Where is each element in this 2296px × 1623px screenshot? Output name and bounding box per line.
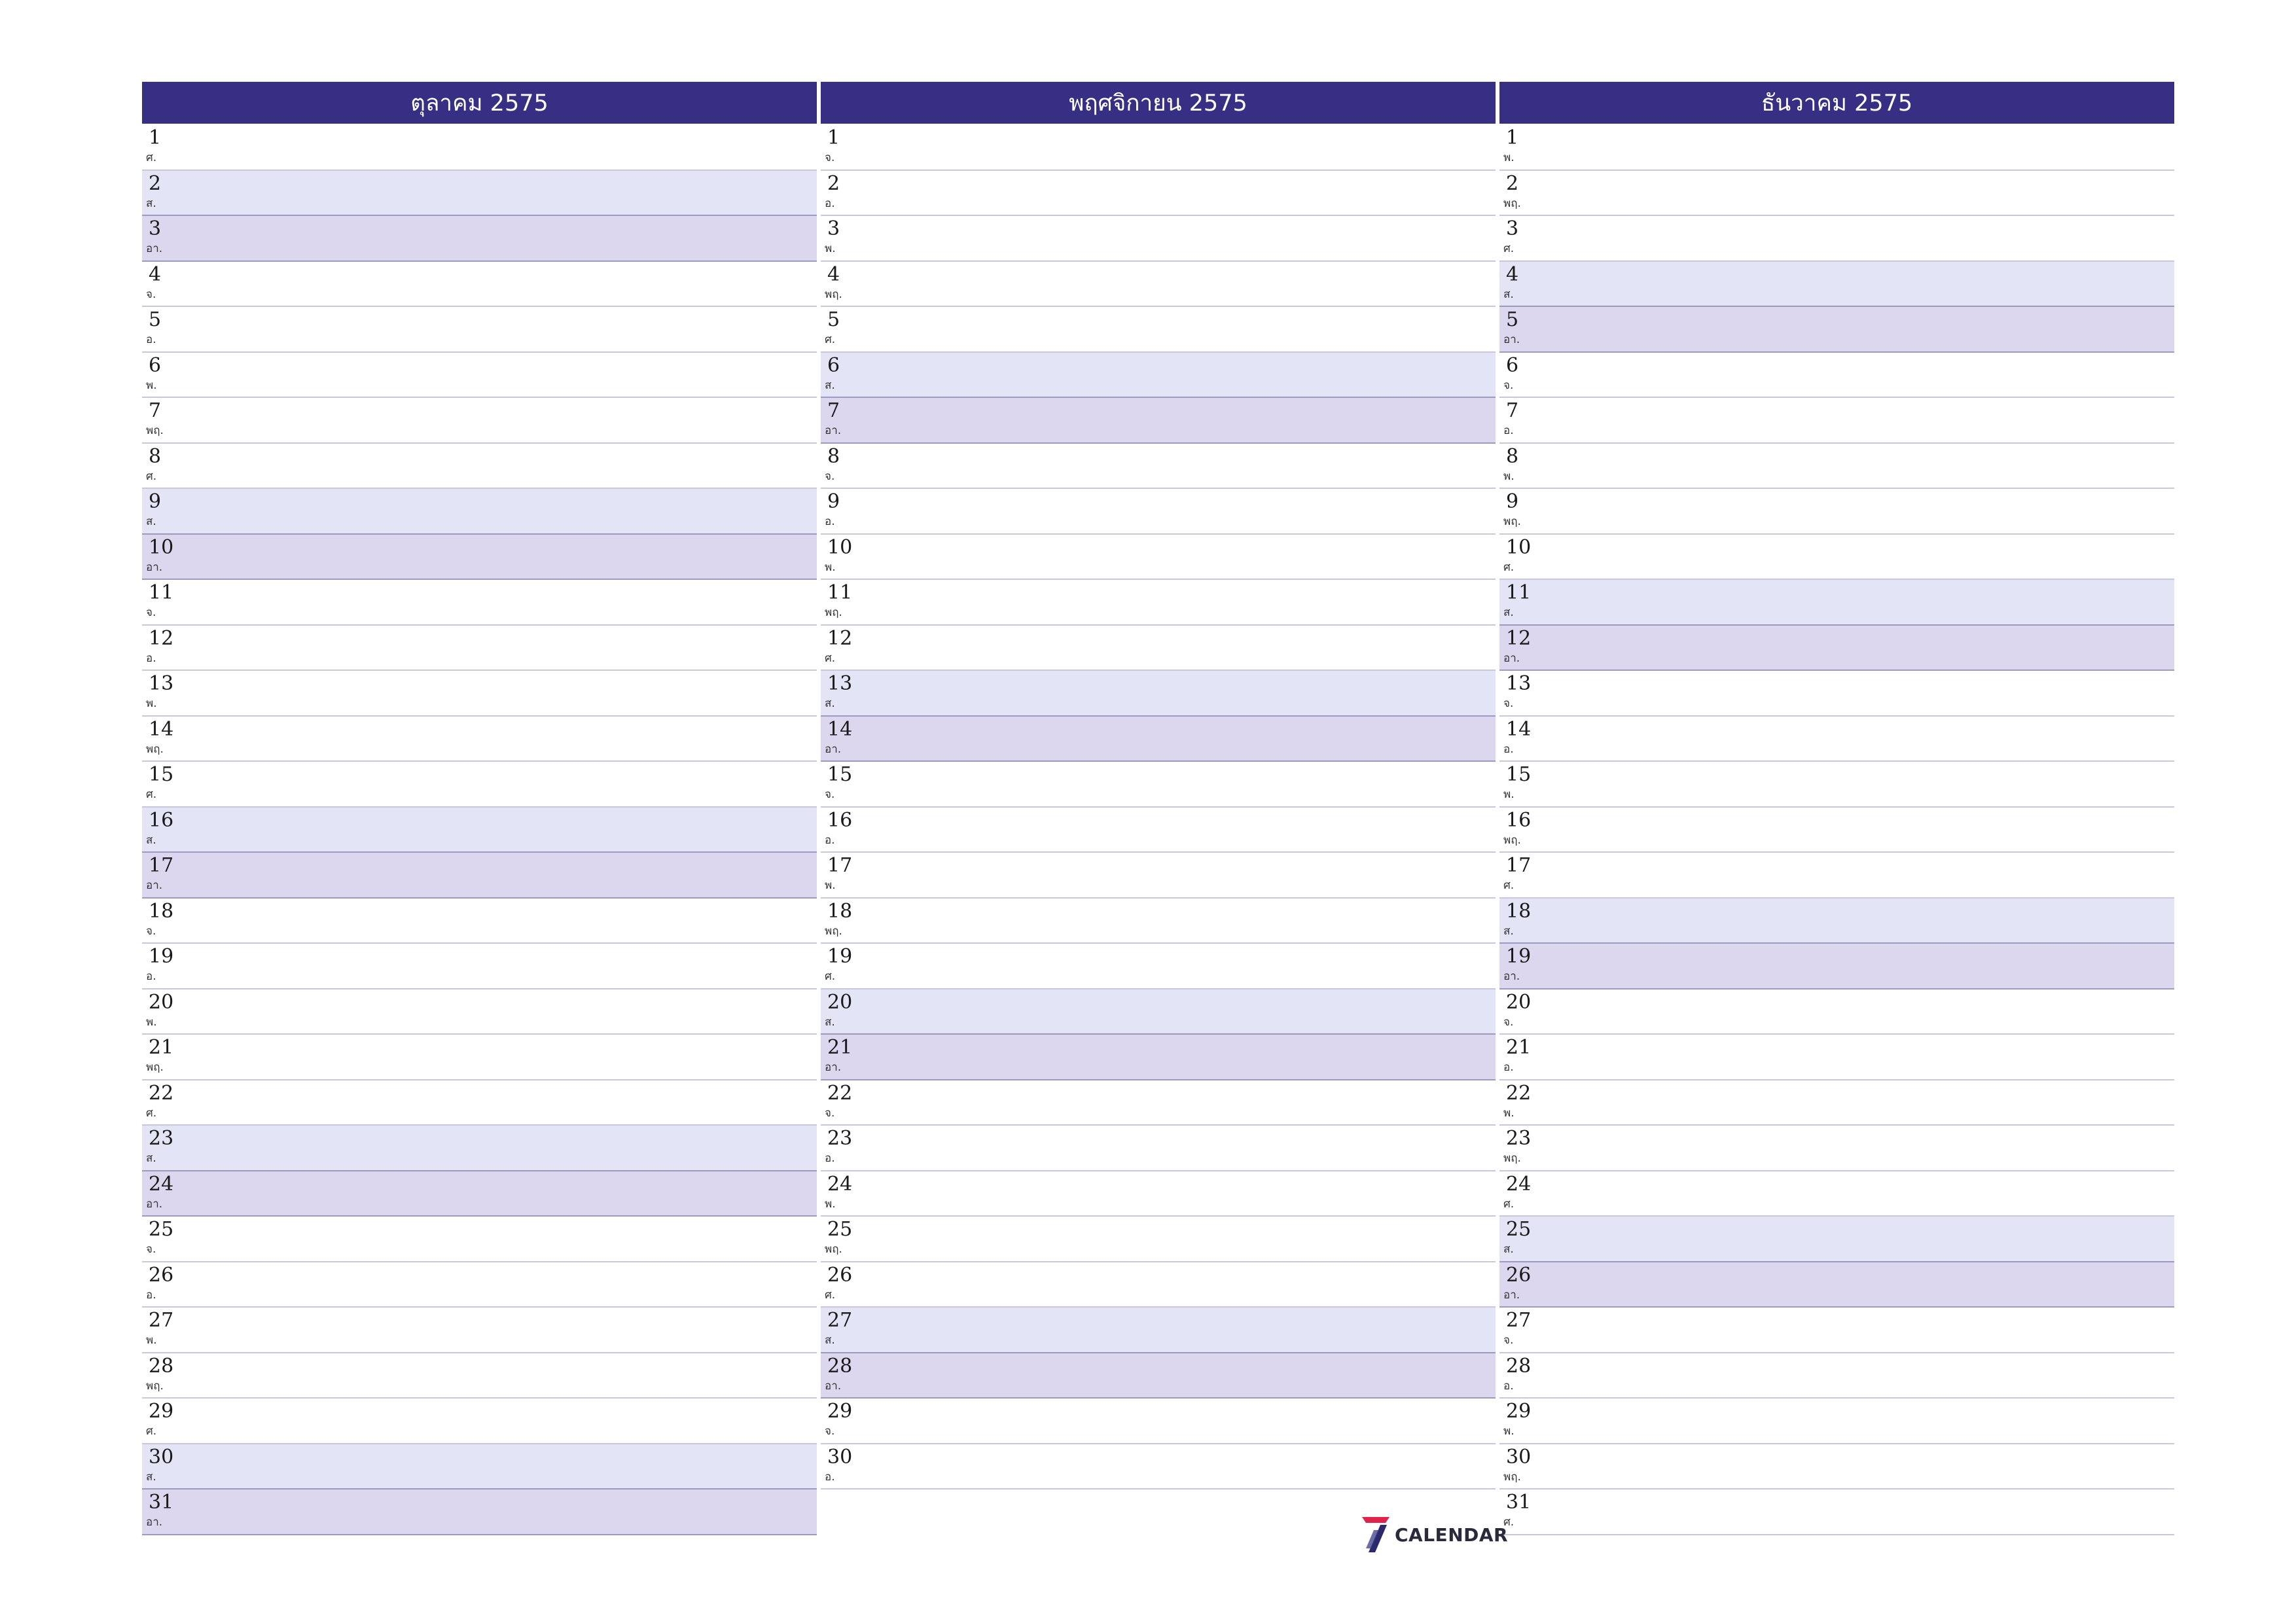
weekday-abbr: จ.: [1503, 697, 1514, 710]
day-row: [1499, 262, 2174, 308]
day-row: [1499, 1399, 2174, 1444]
day-number: 19: [827, 945, 853, 968]
day-row: [1499, 762, 2174, 808]
day-row: [821, 853, 1496, 899]
day-number: 21: [1506, 1036, 1532, 1059]
weekday-abbr: พฤ.: [1503, 196, 1521, 210]
weekday-abbr: พ.: [1503, 1106, 1515, 1120]
weekday-abbr: พฤ.: [146, 1379, 164, 1393]
day-number: 9: [149, 490, 162, 513]
weekday-abbr: ส.: [1503, 1243, 1514, 1256]
day-number: 26: [1506, 1263, 1532, 1287]
weekday-abbr: ศ.: [825, 970, 836, 983]
day-row: [142, 1262, 817, 1308]
weekday-abbr: อา.: [146, 560, 163, 574]
weekday-abbr: อา.: [146, 1516, 163, 1529]
day-row: [821, 1353, 1496, 1399]
day-row: [142, 1444, 817, 1490]
weekday-abbr: พ.: [1503, 151, 1515, 164]
day-number: 8: [827, 444, 840, 468]
weekday-abbr: อ.: [825, 833, 835, 847]
day-row: [821, 1217, 1496, 1262]
day-row: [1499, 1489, 2174, 1535]
weekday-abbr: อา.: [825, 1061, 842, 1074]
day-number: 4: [1506, 262, 1519, 286]
day-row: [821, 1035, 1496, 1080]
day-number: 20: [149, 990, 174, 1014]
weekday-abbr: อา.: [146, 242, 163, 255]
weekday-abbr: จ.: [146, 924, 156, 938]
weekday-abbr: ส.: [825, 1015, 835, 1029]
day-number: 20: [1506, 990, 1532, 1014]
day-number: 25: [1506, 1218, 1532, 1241]
day-row: [142, 990, 817, 1035]
day-row: [821, 307, 1496, 353]
weekday-abbr: พฤ.: [825, 287, 842, 301]
weekday-abbr: ส.: [1503, 606, 1514, 619]
day-row: [821, 262, 1496, 308]
day-number: 10: [827, 535, 853, 559]
weekday-abbr: จ.: [1503, 378, 1514, 392]
day-row: [821, 626, 1496, 671]
weekday-abbr: จ.: [825, 788, 835, 801]
day-row: [1499, 853, 2174, 899]
day-row: [821, 1262, 1496, 1308]
weekday-abbr: พฤ.: [146, 424, 164, 437]
day-number: 1: [1506, 126, 1519, 149]
weekday-abbr: พ.: [825, 242, 836, 255]
weekday-abbr: อ.: [1503, 1061, 1514, 1074]
day-row: [821, 1444, 1496, 1490]
day-row: [142, 580, 817, 626]
day-number: 21: [149, 1036, 174, 1059]
day-number: 7: [149, 399, 162, 422]
day-row: [821, 398, 1496, 444]
day-number: 2: [149, 171, 162, 195]
day-number: 4: [827, 262, 840, 286]
weekday-abbr: อ.: [1503, 1379, 1514, 1393]
day-number: 18: [149, 899, 174, 923]
day-number: 7: [827, 399, 840, 422]
weekday-abbr: พ.: [825, 560, 836, 574]
logo-text: CALENDAR: [1395, 1524, 1509, 1546]
weekday-abbr: พฤ.: [1503, 833, 1521, 847]
day-row: [821, 535, 1496, 580]
day-row: [142, 398, 817, 444]
day-row: [1499, 489, 2174, 535]
day-row: [821, 216, 1496, 262]
weekday-abbr: จ.: [825, 151, 835, 164]
day-row: [1499, 216, 2174, 262]
day-number: 10: [1506, 535, 1532, 559]
weekday-abbr: อา.: [1503, 333, 1520, 346]
weekday-abbr: อ.: [146, 651, 156, 665]
day-row: [142, 1171, 817, 1217]
weekday-abbr: ส.: [146, 833, 156, 847]
day-row: [1499, 1353, 2174, 1399]
weekday-abbr: ส.: [1503, 287, 1514, 301]
day-number: 15: [827, 763, 853, 786]
day-number: 31: [149, 1491, 174, 1514]
day-row: [821, 762, 1496, 808]
day-row: [1499, 398, 2174, 444]
weekday-abbr: อ.: [146, 1288, 156, 1302]
day-row: [1499, 671, 2174, 717]
day-number: 28: [1506, 1354, 1532, 1378]
day-row: [821, 444, 1496, 490]
day-number: 26: [149, 1263, 174, 1287]
weekday-abbr: พ.: [146, 1015, 157, 1029]
day-number: 17: [149, 854, 174, 877]
day-number: 5: [1506, 308, 1519, 331]
day-number: 8: [149, 444, 162, 468]
day-number: 14: [1506, 717, 1532, 741]
weekday-abbr: พฤ.: [825, 606, 842, 619]
day-row: [821, 1308, 1496, 1353]
weekday-abbr: อา.: [1503, 1288, 1520, 1302]
weekday-abbr: พฤ.: [1503, 1470, 1521, 1484]
day-number: 30: [149, 1445, 174, 1469]
weekday-abbr: อ.: [1503, 424, 1514, 437]
weekday-abbr: จ.: [825, 1106, 835, 1120]
weekday-abbr: พฤ.: [825, 924, 842, 938]
day-row: [142, 1080, 817, 1126]
day-row: [142, 307, 817, 353]
day-row: [142, 944, 817, 990]
day-row: [142, 535, 817, 580]
day-number: 12: [149, 626, 174, 650]
month-header: ตุลาคม 2575: [142, 82, 817, 124]
weekday-abbr: พ.: [146, 378, 157, 392]
day-row: [1499, 580, 2174, 626]
day-row: [1499, 1080, 2174, 1126]
day-number: 19: [149, 945, 174, 968]
day-row: [821, 717, 1496, 762]
weekday-abbr: พฤ.: [146, 1061, 164, 1074]
day-number: 29: [1506, 1400, 1532, 1423]
day-number: 11: [1506, 581, 1532, 604]
day-number: 3: [1506, 217, 1519, 240]
day-number: 24: [1506, 1172, 1532, 1196]
day-row: [821, 899, 1496, 944]
day-number: 1: [827, 126, 840, 149]
weekday-abbr: พ.: [146, 1334, 157, 1347]
day-number: 16: [1506, 808, 1532, 832]
day-number: 29: [149, 1400, 174, 1423]
month-column-november: [821, 82, 1496, 1489]
weekday-abbr: ศ.: [146, 151, 157, 164]
weekday-abbr: พ.: [146, 697, 157, 710]
day-number: 4: [149, 262, 162, 286]
weekday-abbr: จ.: [825, 469, 835, 483]
weekday-abbr: พ.: [1503, 788, 1515, 801]
day-row: [142, 717, 817, 762]
day-row: [821, 171, 1496, 217]
day-number: 23: [1506, 1127, 1532, 1150]
weekday-abbr: ส.: [146, 196, 156, 210]
weekday-abbr: อา.: [146, 879, 163, 892]
day-row: [1499, 171, 2174, 217]
day-number: 24: [149, 1172, 174, 1196]
day-row: [1499, 1308, 2174, 1353]
day-number: 22: [827, 1081, 853, 1105]
day-row: [1499, 944, 2174, 990]
day-row: [142, 216, 817, 262]
day-row: [1499, 808, 2174, 853]
weekday-abbr: จ.: [146, 606, 156, 619]
day-number: 25: [149, 1218, 174, 1241]
day-row: [821, 671, 1496, 717]
weekday-abbr: พฤ.: [146, 742, 164, 756]
weekday-abbr: พฤ.: [1503, 515, 1521, 528]
weekday-abbr: ส.: [146, 515, 156, 528]
weekday-abbr: ศ.: [825, 1288, 836, 1302]
day-row: [1499, 899, 2174, 944]
day-number: 13: [1506, 672, 1532, 695]
weekday-abbr: อ.: [146, 970, 156, 983]
day-row: [142, 1489, 817, 1535]
day-number: 13: [827, 672, 853, 695]
weekday-abbr: ส.: [146, 1470, 156, 1484]
day-number: 28: [149, 1354, 174, 1378]
day-number: 23: [827, 1127, 853, 1150]
day-row: [821, 1126, 1496, 1171]
day-row: [1499, 307, 2174, 353]
day-number: 12: [827, 626, 853, 650]
day-number: 26: [827, 1263, 853, 1287]
weekday-abbr: อา.: [825, 1379, 842, 1393]
day-row: [142, 1217, 817, 1262]
weekday-abbr: จ.: [146, 1243, 156, 1256]
day-number: 20: [827, 990, 853, 1014]
weekday-abbr: อ.: [146, 333, 156, 346]
day-row: [1499, 990, 2174, 1035]
day-number: 29: [827, 1400, 853, 1423]
weekday-abbr: ศ.: [146, 788, 157, 801]
weekday-abbr: ศ.: [1503, 560, 1515, 574]
day-row: [821, 1080, 1496, 1126]
weekday-abbr: อา.: [825, 742, 842, 756]
day-number: 17: [827, 854, 853, 877]
day-row: [1499, 1262, 2174, 1308]
day-number: 30: [827, 1445, 853, 1469]
weekday-abbr: อ.: [825, 515, 835, 528]
weekday-abbr: อา.: [1503, 970, 1520, 983]
day-number: 13: [149, 672, 174, 695]
weekday-abbr: อา.: [825, 424, 842, 437]
day-row: [142, 899, 817, 944]
weekday-abbr: พ.: [825, 1197, 836, 1211]
day-row: [142, 1353, 817, 1399]
brand-logo: [1359, 1517, 1508, 1552]
weekday-abbr: อ.: [1503, 742, 1514, 756]
day-row: [821, 580, 1496, 626]
day-number: 6: [1506, 353, 1519, 377]
weekday-abbr: อ.: [825, 1152, 835, 1165]
day-row: [1499, 444, 2174, 490]
day-number: 18: [1506, 899, 1532, 923]
day-row: [821, 808, 1496, 853]
weekday-abbr: จ.: [146, 287, 156, 301]
day-number: 6: [149, 353, 162, 377]
month-column-october: [142, 82, 817, 1535]
day-row: [142, 489, 817, 535]
day-number: 23: [149, 1127, 174, 1150]
day-number: 3: [149, 217, 162, 240]
day-number: 27: [149, 1309, 174, 1332]
weekday-abbr: ส.: [1503, 924, 1514, 938]
day-number: 22: [1506, 1081, 1532, 1105]
day-number: 15: [1506, 763, 1532, 786]
weekday-abbr: ส.: [825, 697, 835, 710]
day-row: [142, 444, 817, 490]
day-row: [142, 171, 817, 217]
day-row: [1499, 535, 2174, 580]
day-row: [1499, 1217, 2174, 1262]
day-row: [1499, 626, 2174, 671]
day-number: 19: [1506, 945, 1532, 968]
day-number: 16: [827, 808, 853, 832]
weekday-abbr: อ.: [825, 196, 835, 210]
weekday-abbr: อา.: [146, 1197, 163, 1211]
day-number: 14: [149, 717, 174, 741]
weekday-abbr: พ.: [1503, 469, 1515, 483]
day-number: 28: [827, 1354, 853, 1378]
day-row: [821, 1171, 1496, 1217]
day-number: 18: [827, 899, 853, 923]
day-number: 10: [149, 535, 174, 559]
day-number: 7: [1506, 399, 1519, 422]
day-row: [142, 1126, 817, 1171]
day-row: [821, 125, 1496, 171]
weekday-abbr: พฤ.: [1503, 1152, 1521, 1165]
day-number: 21: [827, 1036, 853, 1059]
day-number: 16: [149, 808, 174, 832]
day-row: [142, 808, 817, 853]
weekday-abbr: พ.: [825, 879, 836, 892]
day-row: [142, 353, 817, 399]
day-row: [1499, 1171, 2174, 1217]
month-header: ธันวาคม 2575: [1499, 82, 2174, 124]
day-row: [142, 671, 817, 717]
day-number: 22: [149, 1081, 174, 1105]
day-number: 27: [827, 1309, 853, 1332]
day-row: [142, 1308, 817, 1353]
day-row: [1499, 353, 2174, 399]
day-row: [1499, 1035, 2174, 1080]
day-number: 11: [827, 581, 853, 604]
weekday-abbr: ศ.: [1503, 1197, 1515, 1211]
seven-logo-icon: [1359, 1517, 1390, 1552]
weekday-abbr: ศ.: [1503, 879, 1515, 892]
weekday-abbr: ศ.: [1503, 242, 1515, 255]
day-number: 5: [827, 308, 840, 331]
weekday-abbr: ส.: [825, 1334, 835, 1347]
weekday-abbr: ศ.: [825, 651, 836, 665]
day-row: [142, 125, 817, 171]
day-number: 2: [1506, 171, 1519, 195]
day-number: 2: [827, 171, 840, 195]
day-number: 27: [1506, 1309, 1532, 1332]
day-row: [142, 853, 817, 899]
day-row: [142, 626, 817, 671]
day-number: 1: [149, 126, 162, 149]
weekday-abbr: ศ.: [146, 469, 157, 483]
day-row: [821, 944, 1496, 990]
day-number: 9: [1506, 490, 1519, 513]
day-row: [142, 1035, 817, 1080]
day-number: 11: [149, 581, 174, 604]
day-row: [142, 262, 817, 308]
day-row: [1499, 1444, 2174, 1490]
day-list: [1499, 125, 2174, 1535]
weekday-abbr: ศ.: [825, 333, 836, 346]
day-row: [821, 1399, 1496, 1444]
weekday-abbr: อ.: [825, 1470, 835, 1484]
weekday-abbr: ส.: [146, 1152, 156, 1165]
day-number: 17: [1506, 854, 1532, 877]
weekday-abbr: ศ.: [146, 1425, 157, 1438]
day-row: [142, 1399, 817, 1444]
day-list: [821, 125, 1496, 1489]
weekday-abbr: พฤ.: [825, 1243, 842, 1256]
day-number: 8: [1506, 444, 1519, 468]
weekday-abbr: ศ.: [1503, 1516, 1515, 1529]
day-number: 14: [827, 717, 853, 741]
weekday-abbr: อา.: [1503, 651, 1520, 665]
day-number: 24: [827, 1172, 853, 1196]
day-row: [1499, 1126, 2174, 1171]
day-list: [142, 125, 817, 1535]
day-number: 9: [827, 490, 840, 513]
day-number: 6: [827, 353, 840, 377]
weekday-abbr: จ.: [1503, 1015, 1514, 1029]
day-row: [821, 489, 1496, 535]
day-row: [821, 990, 1496, 1035]
day-number: 3: [827, 217, 840, 240]
weekday-abbr: ส.: [825, 378, 835, 392]
day-number: 12: [1506, 626, 1532, 650]
weekday-abbr: ศ.: [146, 1106, 157, 1120]
month-column-december: [1499, 82, 2174, 1535]
weekday-abbr: จ.: [825, 1425, 835, 1438]
day-number: 31: [1506, 1491, 1532, 1514]
day-row: [1499, 717, 2174, 762]
weekday-abbr: พ.: [1503, 1425, 1515, 1438]
day-number: 15: [149, 763, 174, 786]
day-row: [142, 762, 817, 808]
day-number: 5: [149, 308, 162, 331]
weekday-abbr: จ.: [1503, 1334, 1514, 1347]
day-number: 25: [827, 1218, 853, 1241]
day-number: 30: [1506, 1445, 1532, 1469]
day-row: [821, 353, 1496, 399]
day-row: [1499, 125, 2174, 171]
month-header: พฤศจิกายน 2575: [821, 82, 1496, 124]
